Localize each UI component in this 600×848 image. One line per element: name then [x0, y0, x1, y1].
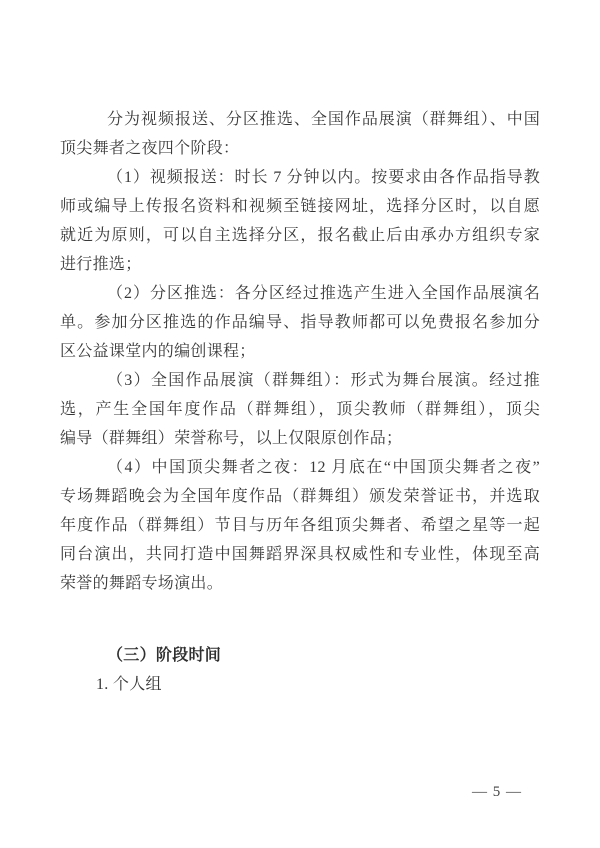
paragraph-line: 单。参加分区推选的作品编导、指导教师都可以免费报名参加分: [60, 314, 540, 331]
paragraph-line: （4）中国顶尖舞者之夜：12 月底在“中国顶尖舞者之夜”: [107, 459, 540, 476]
paragraph-line: 师或编导上传报名资料和视频至链接网址，选择分区时，以自愿: [60, 198, 540, 215]
paragraph-line: （1）视频报送：时长 7 分钟以内。按要求由各作品指导教: [107, 169, 540, 186]
paragraph-line: 荣誉的舞蹈专场演出。: [60, 575, 224, 592]
paragraph-line: 编导（群舞组）荣誉称号，以上仅限原创作品；: [60, 430, 403, 447]
paragraph-line: 专场舞蹈晚会为全国年度作品（群舞组）颁发荣誉证书，并选取: [60, 488, 540, 505]
paragraph-line: 就近为原则，可以自主选择分区，报名截止后由承办方组织专家: [60, 227, 540, 244]
paragraph-line: 年度作品（群舞组）节目与历年各组顶尖舞者、希望之星等一起: [60, 517, 540, 534]
page-number: — 5 —: [472, 784, 522, 800]
paragraph-line: 进行推选；: [60, 256, 142, 273]
document-body: [60, 105, 540, 598]
section-heading: （三）阶段时间: [107, 647, 222, 664]
paragraph-line: 区公益课堂内的编创课程；: [60, 343, 256, 360]
paragraph-line: 同台演出，共同打造中国舞蹈界深具权威性和专业性，体现至高: [60, 546, 540, 563]
paragraph-line: 顶尖舞者之夜四个阶段：: [60, 140, 240, 157]
paragraph-line: 分为视频报送、分区推选、全国作品展演（群舞组）、中国: [107, 111, 540, 128]
paragraph-line: 选，产生全国年度作品（群舞组），顶尖教师（群舞组），顶尖: [60, 401, 540, 418]
paragraph-line: （2）分区推选：各分区经过推选产生进入全国作品展演名: [107, 285, 540, 302]
paragraph-line: （3）全国作品展演（群舞组）：形式为舞台展演。经过推: [107, 372, 540, 389]
list-item-individual-group: 1. 个人组: [96, 676, 162, 693]
